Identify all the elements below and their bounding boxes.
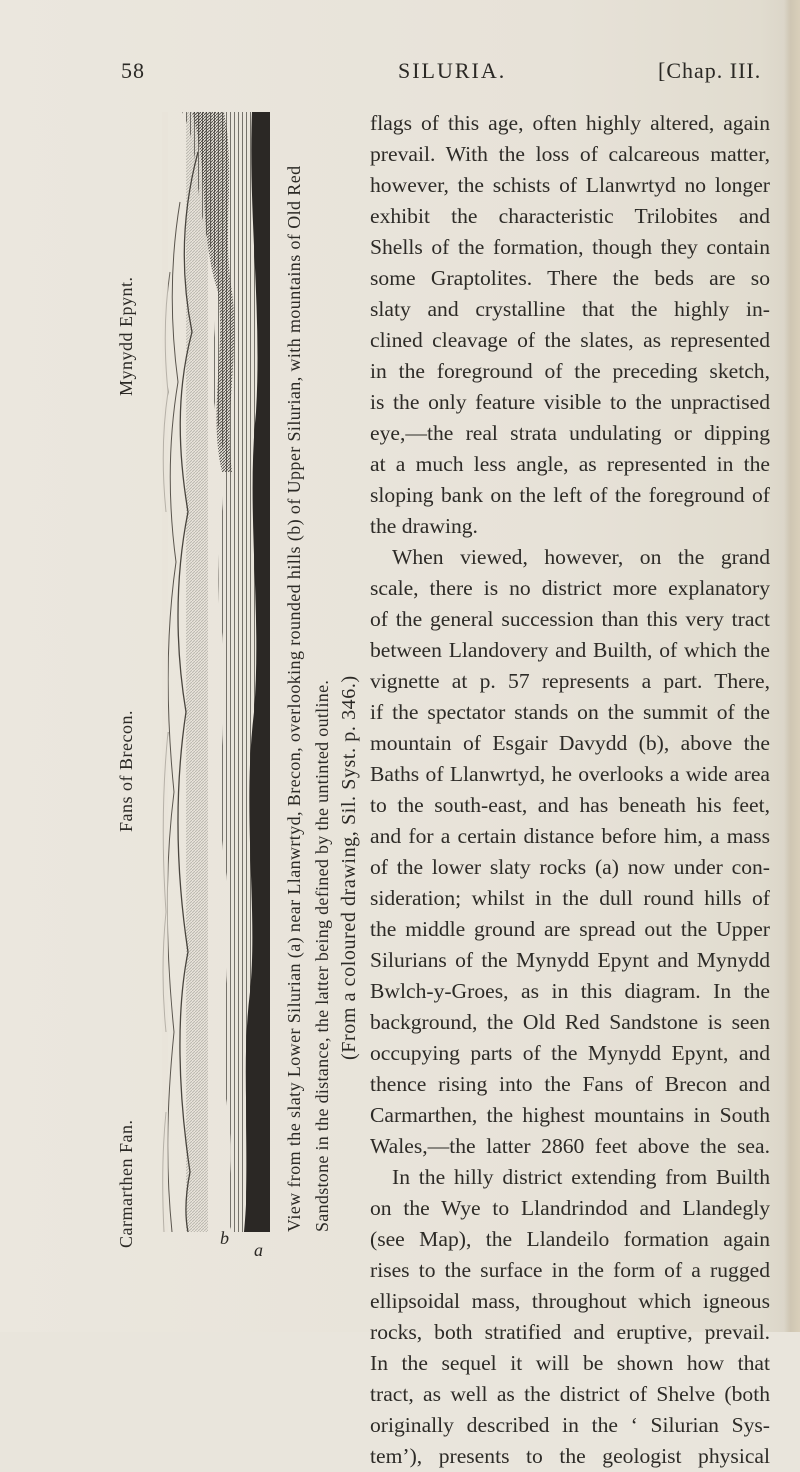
label-mynydd-epynt: Mynydd Epynt. xyxy=(116,276,136,396)
text-line: When viewed, however, on the grand xyxy=(392,545,770,569)
text-line: rocks, both stratified and eruptive, prevail. xyxy=(370,1320,770,1344)
text-line: Carmarthen, the highest mountains in South xyxy=(370,1103,770,1127)
text-line: however, the schists of Llanwrtyd no longer xyxy=(370,173,770,197)
label-fans-of-brecon: Fans of Brecon. xyxy=(116,710,136,832)
text-line: clined cleavage of the slates, as represented xyxy=(370,328,770,352)
text-line: some Graptolites. There the beds are so xyxy=(370,266,770,290)
text-line: Shells of the formation, though they contain xyxy=(370,235,770,259)
text-line: Silurians of the Mynydd Epynt and Mynydd xyxy=(370,948,770,972)
text-line: is the only feature visible to the unpractised xyxy=(370,390,770,414)
text-line: flags of this age, often highly altered, again xyxy=(370,111,770,135)
text-line: tem’), presents to the geologist physical xyxy=(370,1444,770,1468)
text-line: if the spectator stands on the summit of the xyxy=(370,700,770,724)
text-line: between Llandovery and Builth, of which the xyxy=(370,638,770,662)
page-edge-shadow xyxy=(784,0,800,1332)
caption-line-1: View from the slaty Lower Silurian (a) near Llanwrtyd, Brecon, overlooking rounded hills (b) of Upper Silurian, with mountains of Old Red xyxy=(284,165,304,1232)
figure-letter-b: b xyxy=(220,1228,229,1248)
text-line: sloping bank on the left of the foreground of xyxy=(370,483,770,507)
text-line: of the general succession than this very tract xyxy=(370,607,770,631)
text-line: (see Map), the Llandeilo formation again xyxy=(370,1227,770,1251)
text-line: Wales,—the latter 2860 feet above the sea. xyxy=(370,1134,770,1158)
text-line: the middle ground are spread out the Upper xyxy=(370,917,770,941)
text-line: on the Wye to Llandrindod and Llandegly xyxy=(370,1196,770,1220)
text-line: of the lower slaty rocks (a) now under con- xyxy=(370,855,770,879)
text-line: occupying parts of the Mynydd Epynt, and xyxy=(370,1041,770,1065)
text-line: rises to the surface in the form of a rugged xyxy=(370,1258,770,1282)
text-line: originally described in the ‘ Silurian Sys- xyxy=(370,1413,770,1437)
text-line: eye,—the real strata undulating or dipping xyxy=(370,421,770,445)
text-line: exhibit the characteristic Trilobites and xyxy=(370,204,770,228)
text-line: in the foreground of the preceding sketch, xyxy=(370,359,770,383)
running-head: SILURIA. xyxy=(398,58,507,83)
engraving-illustration xyxy=(162,112,270,1232)
text-line: In the sequel it will be shown how that xyxy=(370,1351,770,1375)
text-line: the drawing. xyxy=(370,514,478,538)
text-line: scale, there is no district more explanatory xyxy=(370,576,770,600)
text-line: sideration; whilst in the dull round hills of xyxy=(370,886,770,910)
figure-letter-a: a xyxy=(254,1240,263,1260)
landscape-engraving xyxy=(162,112,270,1260)
text-line: Bwlch-y-Groes, as in this diagram. In the xyxy=(370,979,770,1003)
text-line: Baths of Llanwrtyd, he overlooks a wide area xyxy=(370,762,770,786)
text-line: tract, as well as the district of Shelve (both xyxy=(370,1382,770,1406)
text-line: prevail. With the loss of calcareous matter, xyxy=(370,142,770,166)
text-line: at a much less angle, as represented in the xyxy=(370,452,770,476)
text-line: ellipsoidal mass, throughout which igneous xyxy=(370,1289,770,1313)
text-line: In the hilly district extending from Builth xyxy=(392,1165,770,1189)
text-line: mountain of Esgair Davydd (b), above the xyxy=(370,731,770,755)
page-number: 58 xyxy=(121,58,145,83)
caption-line-2: Sandstone in the distance, the latter being defined by the untinted outline. xyxy=(312,679,332,1232)
body-text xyxy=(370,108,770,1472)
page-header xyxy=(0,58,800,98)
label-carmarthen-fan: Carmarthen Fan. xyxy=(116,1119,136,1248)
text-line: thence rising into the Fans of Brecon and xyxy=(370,1072,770,1096)
caption-line-3: (From a coloured drawing, Sil. Syst. p. 346.) xyxy=(338,675,360,1060)
text-line: and for a certain distance before him, a mass xyxy=(370,824,770,848)
text-line: slaty and crystalline that the highly in- xyxy=(370,297,770,321)
chapter-label: [Chap. III. xyxy=(658,58,762,83)
text-line: background, the Old Red Sandstone is seen xyxy=(370,1010,770,1034)
text-line: vignette at p. 57 represents a part. There, xyxy=(370,669,770,693)
text-line: to the south-east, and has beneath his feet, xyxy=(370,793,770,817)
